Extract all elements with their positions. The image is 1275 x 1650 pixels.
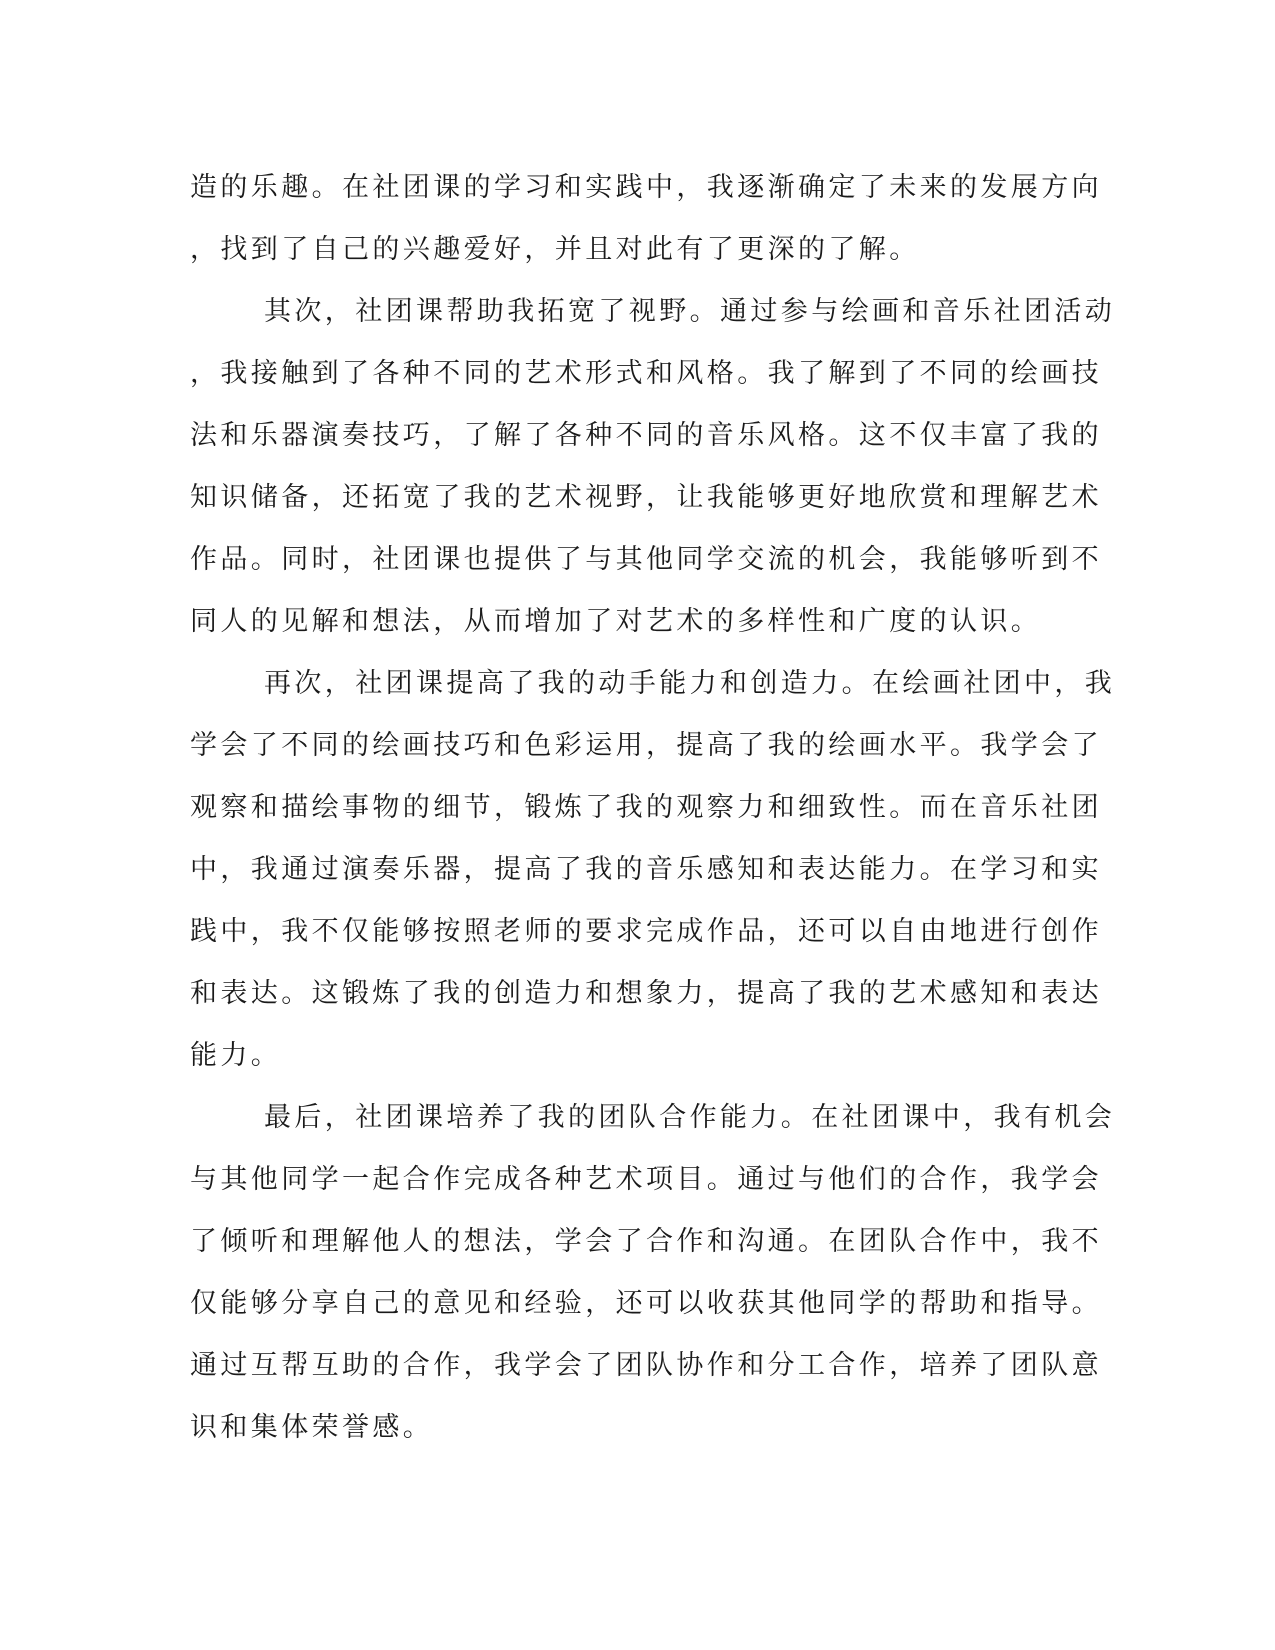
text-line: 和表达。这锻炼了我的创造力和想象力，提高了我的艺术感知和表达 [190,978,1102,1009]
text-line: 中，我通过演奏乐器，提高了我的音乐感知和表达能力。在学习和实 [190,854,1102,885]
text-line: 同人的见解和想法，从而增加了对艺术的多样性和广度的认识。 [190,606,1042,637]
text-line: 通过互帮互助的合作，我学会了团队协作和分工合作，培养了团队意 [190,1350,1102,1381]
paragraph-start-line: 其次，社团课帮助我拓宽了视野。通过参与绘画和音乐社团活动 [264,296,1116,327]
text-line: 识和集体荣誉感。 [190,1412,434,1443]
text-line: 践中，我不仅能够按照老师的要求完成作品，还可以自由地进行创作 [190,916,1102,947]
text-line: 观察和描绘事物的细节，锻炼了我的观察力和细致性。而在音乐社团 [190,792,1102,823]
paragraph-start-line: 最后，社团课培养了我的团队合作能力。在社团课中，我有机会 [264,1102,1116,1133]
text-line: ，找到了自己的兴趣爱好，并且对此有了更深的了解。 [190,234,920,265]
paragraph-start-line: 再次，社团课提高了我的动手能力和创造力。在绘画社团中，我 [264,668,1116,699]
text-line: 知识储备，还拓宽了我的艺术视野，让我能够更好地欣赏和理解艺术 [190,482,1102,513]
text-line: 与其他同学一起合作完成各种艺术项目。通过与他们的合作，我学会 [190,1164,1102,1195]
text-line: 造的乐趣。在社团课的学习和实践中，我逐渐确定了未来的发展方向 [190,172,1102,203]
text-line: 仅能够分享自己的意见和经验，还可以收获其他同学的帮助和指导。 [190,1288,1102,1319]
document-body [190,157,1116,1459]
text-line: 法和乐器演奏技巧，了解了各种不同的音乐风格。这不仅丰富了我的 [190,420,1102,451]
text-line: 学会了不同的绘画技巧和色彩运用，提高了我的绘画水平。我学会了 [190,730,1102,761]
text-line: ，我接触到了各种不同的艺术形式和风格。我了解到了不同的绘画技 [190,358,1102,389]
text-line: 了倾听和理解他人的想法，学会了合作和沟通。在团队合作中，我不 [190,1226,1102,1257]
text-line: 作品。同时，社团课也提供了与其他同学交流的机会，我能够听到不 [190,544,1102,575]
text-line: 能力。 [190,1040,282,1071]
